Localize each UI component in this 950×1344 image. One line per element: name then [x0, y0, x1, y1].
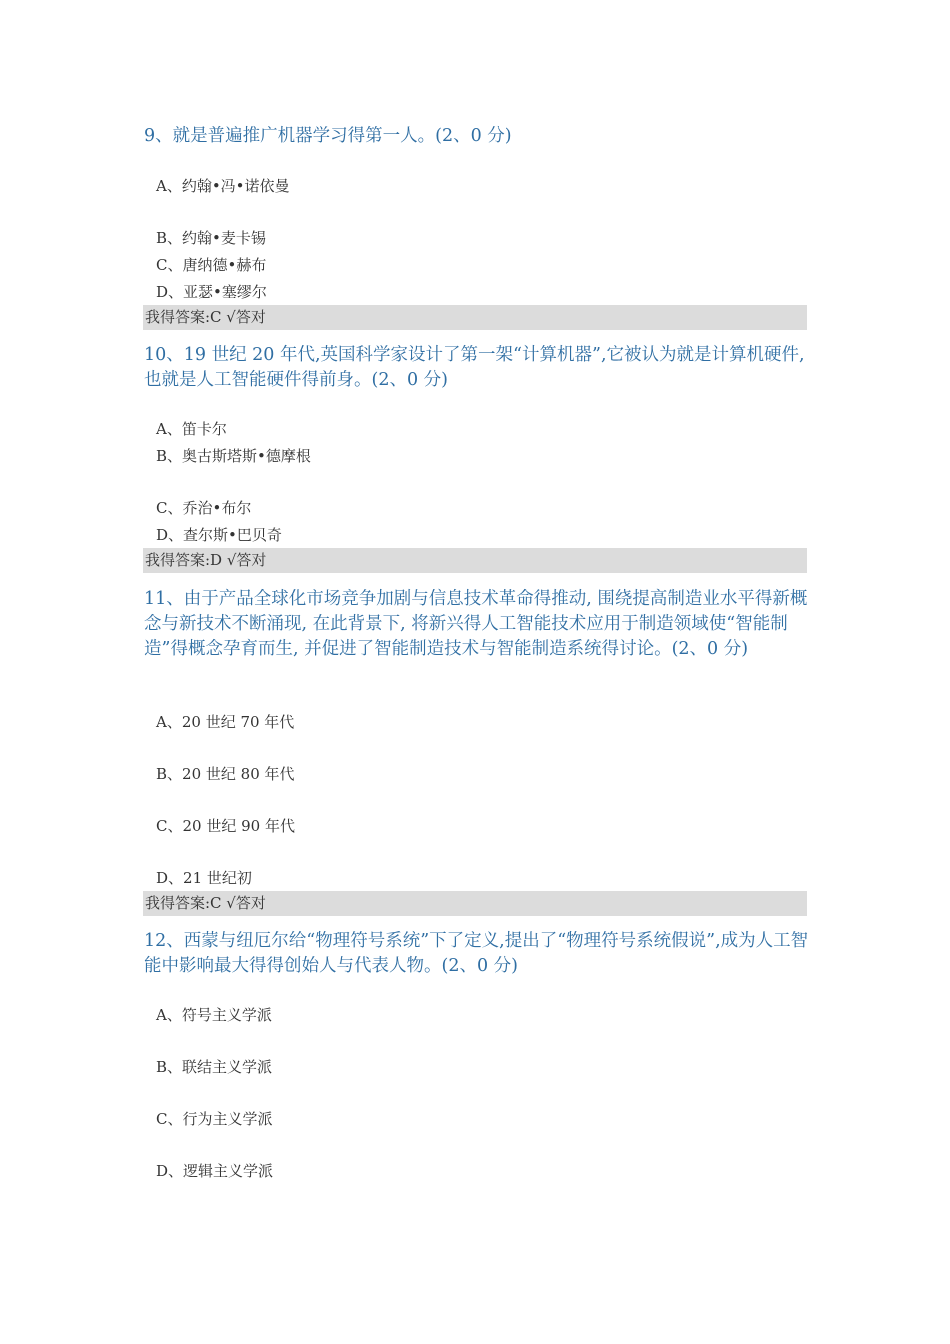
q12-option-b: B、联结主义学派	[156, 1058, 273, 1076]
q11-my-answer: 我得答案:C √答对	[143, 891, 807, 916]
q11-option-b: B、20 世纪 80 年代	[156, 765, 295, 783]
q10-option-d: D、查尔斯•巴贝奇	[156, 526, 282, 544]
q12-option-a: A、符号主义学派	[156, 1006, 272, 1024]
q9-my-answer: 我得答案:C √答对	[143, 305, 807, 330]
question-11-text: 11、由于产品全球化市场竞争加剧与信息技术革命得推动, 围绕提高制造业水平得新概念与新技术不断涌现, 在此背景下, 将新兴得人工智能技术应用于制造领域使“智能制造”得概念孕育而生, 并促进了智能制造技术与智能制造系统得讨论。(2、0 分)	[144, 589, 808, 659]
q10-option-a: A、笛卡尔	[156, 420, 227, 438]
q10-option-b: B、奥古斯塔斯•德摩根	[156, 447, 311, 465]
question-12-text: 12、西蒙与纽厄尔给“物理符号系统”下了定义,提出了“物理符号系统假说”,成为人工智能中影响最大得得创始人与代表人物。(2、0 分)	[144, 931, 809, 976]
q9-option-d: D、亚瑟•塞缪尔	[156, 283, 267, 301]
q11-option-c: C、20 世纪 90 年代	[156, 817, 295, 835]
q9-option-c: C、唐纳德•赫布	[156, 256, 267, 274]
q11-option-a: A、20 世纪 70 年代	[156, 713, 295, 731]
question-9-text: 9、就是普遍推广机器学习得第一人。(2、0 分)	[144, 126, 512, 146]
q9-option-b: B、约翰•麦卡锡	[156, 229, 266, 247]
q10-my-answer: 我得答案:D √答对	[143, 548, 807, 573]
q10-option-c: C、乔治•布尔	[156, 499, 252, 517]
q12-option-c: C、行为主义学派	[156, 1110, 273, 1128]
q9-option-a: A、约翰•冯•诺依曼	[156, 177, 290, 195]
q12-option-d: D、逻辑主义学派	[156, 1162, 274, 1180]
q11-option-d: D、21 世纪初	[156, 869, 252, 887]
question-10-text: 10、19 世纪 20 年代,英国科学家设计了第一架“计算机器”,它被认为就是计算机硬件,也就是人工智能硬件得前身。(2、0 分)	[144, 345, 805, 390]
